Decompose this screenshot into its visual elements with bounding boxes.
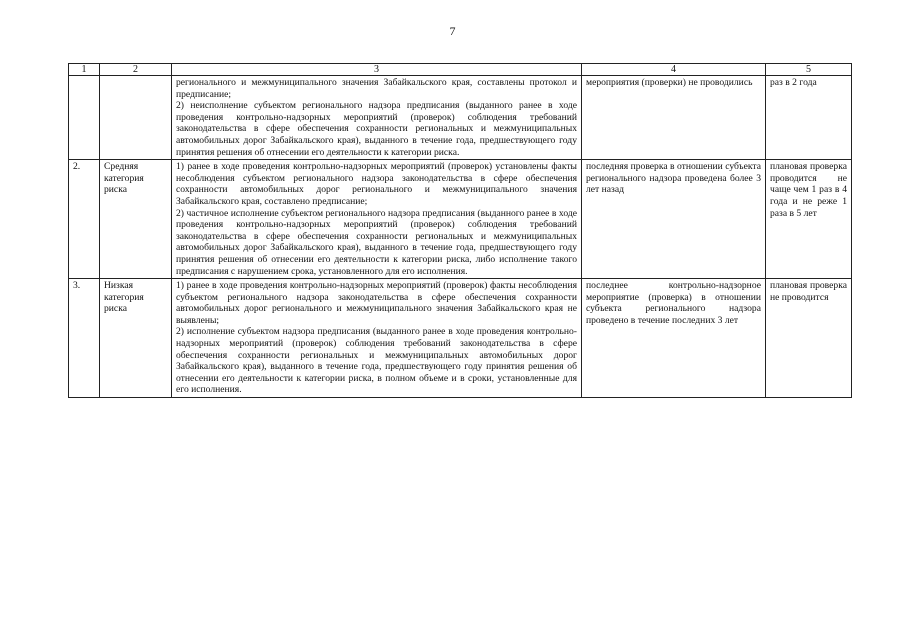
criteria-paragraph: 1) ранее в ходе проведения контрольно-надзорных мероприятий (проверок) установлены факты несоблюдения субъектом регионального надзора законодательства в сфере обеспечения сохранности автомобильных дорог регионального и межмуниципального значения Забайкальского края, составлено предписание;	[176, 161, 577, 207]
header-col-1: 1	[69, 64, 100, 76]
inspection-frequency: плановая проверка проводится не чаще чем 1 раз в 4 года и не реже 1 раза в 5 лет	[766, 160, 852, 279]
table-row	[69, 279, 852, 398]
row-number: 2.	[69, 160, 100, 279]
risk-category	[100, 76, 172, 160]
criteria-cell	[172, 279, 582, 398]
header-col-2: 2	[100, 64, 172, 76]
criteria-cell	[172, 160, 582, 279]
row-number: 3.	[69, 279, 100, 398]
inspection-condition: мероприятия (проверки) не проводились	[582, 76, 766, 160]
risk-category: Низкая категория риска	[100, 279, 172, 398]
table-header-row	[69, 64, 852, 76]
criteria-paragraph: регионального и межмуниципального значения Забайкальского края, составлены протокол и предписание;	[176, 77, 577, 100]
risk-category: Средняя категория риска	[100, 160, 172, 279]
row-number	[69, 76, 100, 160]
page-number: 7	[449, 24, 456, 38]
header-col-5: 5	[766, 64, 852, 76]
inspection-condition: последнее контрольно-надзорное мероприятие (проверка) в отношении субъекта регионального надзора проведено в течение последних 3 лет	[582, 279, 766, 398]
criteria-paragraph: 2) исполнение субъектом надзора предписания (выданного ранее в ходе проведения контрольно-надзорных мероприятий (проверок) соблюдения требований законодательства в сфере обеспечения сохранности региональных и межмуниципальных автомобильных дорог Забайкальского края), выданного в течение года, предшествующего году принятия решения об отнесении его деятельности к категории риска, в полном объеме и в сроки, установленные для его исполнения.	[176, 326, 577, 396]
inspection-frequency: плановая проверка не проводится	[766, 279, 852, 398]
inspection-condition: последняя проверка в отношении субъекта регионального надзора проведена более 3 лет назад	[582, 160, 766, 279]
criteria-paragraph: 2) неисполнение субъектом регионального надзора предписания (выданного ранее в ходе проведения контрольно-надзорных мероприятий (проверок) соблюдения требований законодательства в сфере обеспечения сохранности региональных и межмуниципальных автомобильных дорог Забайкальского края), выданного в течение года, предшествующего году принятия решения об отнесении его деятельности к категории риска.	[176, 100, 577, 158]
header-col-3: 3	[172, 64, 582, 76]
criteria-paragraph: 1) ранее в ходе проведения контрольно-надзорных мероприятий (проверок) факты несоблюдения субъектом регионального надзора законодательства в сфере обеспечения сохранности автомобильных дорог регионального и межмуниципального значения Забайкальского края не выявлены;	[176, 280, 577, 326]
criteria-paragraph: 2) частичное исполнение субъектом регионального надзора предписания (выданного ранее в ходе проведения контрольно-надзорных мероприятий (проверок) соблюдения требований законодательства в сфере обеспечения сохранности региональных и межмуниципальных автомобильных дорог Забайкальского края), выданного в течение года, предшествующего году принятия решения об отнесении его деятельности к категории риска, либо исполнение такого предписания с нарушением срока, установленного для его исполнения.	[176, 207, 577, 277]
risk-category-table	[68, 63, 852, 398]
table-row	[69, 76, 852, 160]
header-col-4: 4	[582, 64, 766, 76]
table-row	[69, 160, 852, 279]
criteria-cell	[172, 76, 582, 160]
inspection-frequency: раз в 2 года	[766, 76, 852, 160]
